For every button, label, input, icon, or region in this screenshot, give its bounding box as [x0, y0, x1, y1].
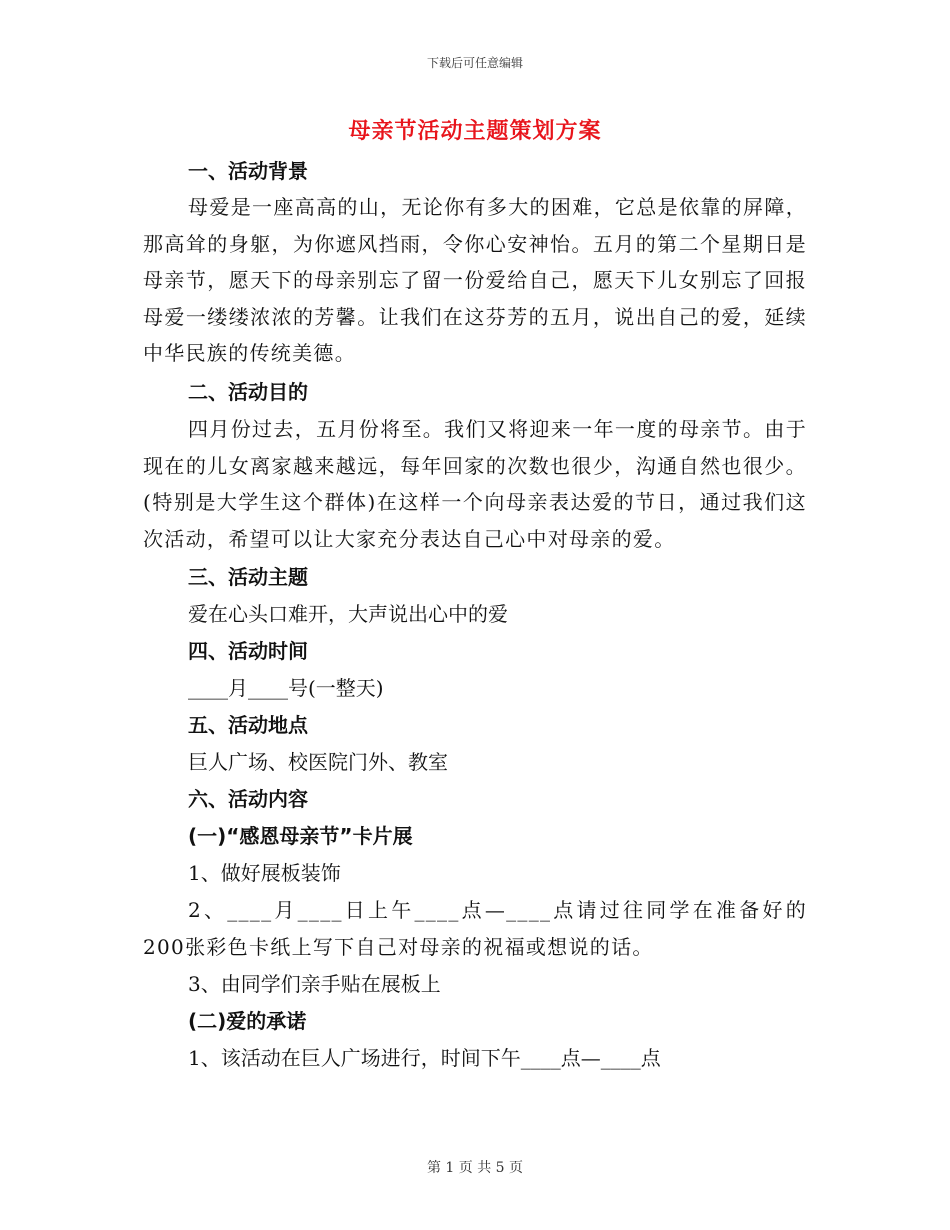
document-title: 母亲节活动主题策划方案: [348, 118, 602, 144]
section-heading-purpose: 二、活动目的: [188, 380, 308, 404]
section-heading-background: 一、活动背景: [188, 159, 308, 183]
section-heading-theme: 三、活动主题: [188, 565, 308, 589]
list-item: 3、由同学们亲手贴在展板上: [188, 972, 441, 996]
section-text-location: 巨人广场、校医院门外、教室: [188, 750, 448, 774]
list-item: 1、做好展板装饰: [188, 861, 341, 885]
section-text-time: ____月____号(一整天): [188, 676, 384, 700]
section-heading-content: 六、活动内容: [188, 787, 308, 811]
section-heading-time: 四、活动时间: [188, 639, 308, 663]
page-number: 第 1 页 共 5 页: [426, 1160, 524, 1176]
header-note: 下载后可任意编辑: [426, 56, 523, 70]
section-text-background: 母爱是一座高高的山，无论你有多大的困难，它总是依靠的屏障，那高耸的身躯，为你遮风挡雨，令你心安神怡。五月的第二个星期日是母亲节，愿天下的母亲别忘了留一份爱给自己，愿天下儿女别忘了回报母爱一缕缕浓浓的芳馨。让我们在这芬芳的五月，说出自己的爱，延续中华民族的传统美德。: [143, 195, 807, 365]
subsection-heading-love-promise: (二)爱的承诺: [188, 1009, 307, 1033]
section-heading-location: 五、活动地点: [188, 713, 308, 737]
section-text-purpose: 四月份过去，五月份将至。我们又将迎来一年一度的母亲节。由于现在的儿女离家越来越远，每年回家的次数也很少，沟通自然也很少。(特别是大学生这个群体)在这样一个向母亲表达爱的节日，通过我们这次活动，希望可以让大家充分表达自己心中对母亲的爱。: [143, 417, 807, 551]
subsection-heading-card-exhibit: (一)“感恩母亲节”卡片展: [188, 824, 413, 848]
section-text-theme: 爱在心头口难开，大声说出心中的爱: [188, 602, 508, 626]
list-item: 1、该活动在巨人广场进行，时间下午____点—____点: [188, 1046, 661, 1070]
list-item: 2、____月____日上午____点—____点请过往同学在准备好的200张彩色卡纸上写下自己对母亲的祝福或想说的话。: [143, 898, 807, 959]
